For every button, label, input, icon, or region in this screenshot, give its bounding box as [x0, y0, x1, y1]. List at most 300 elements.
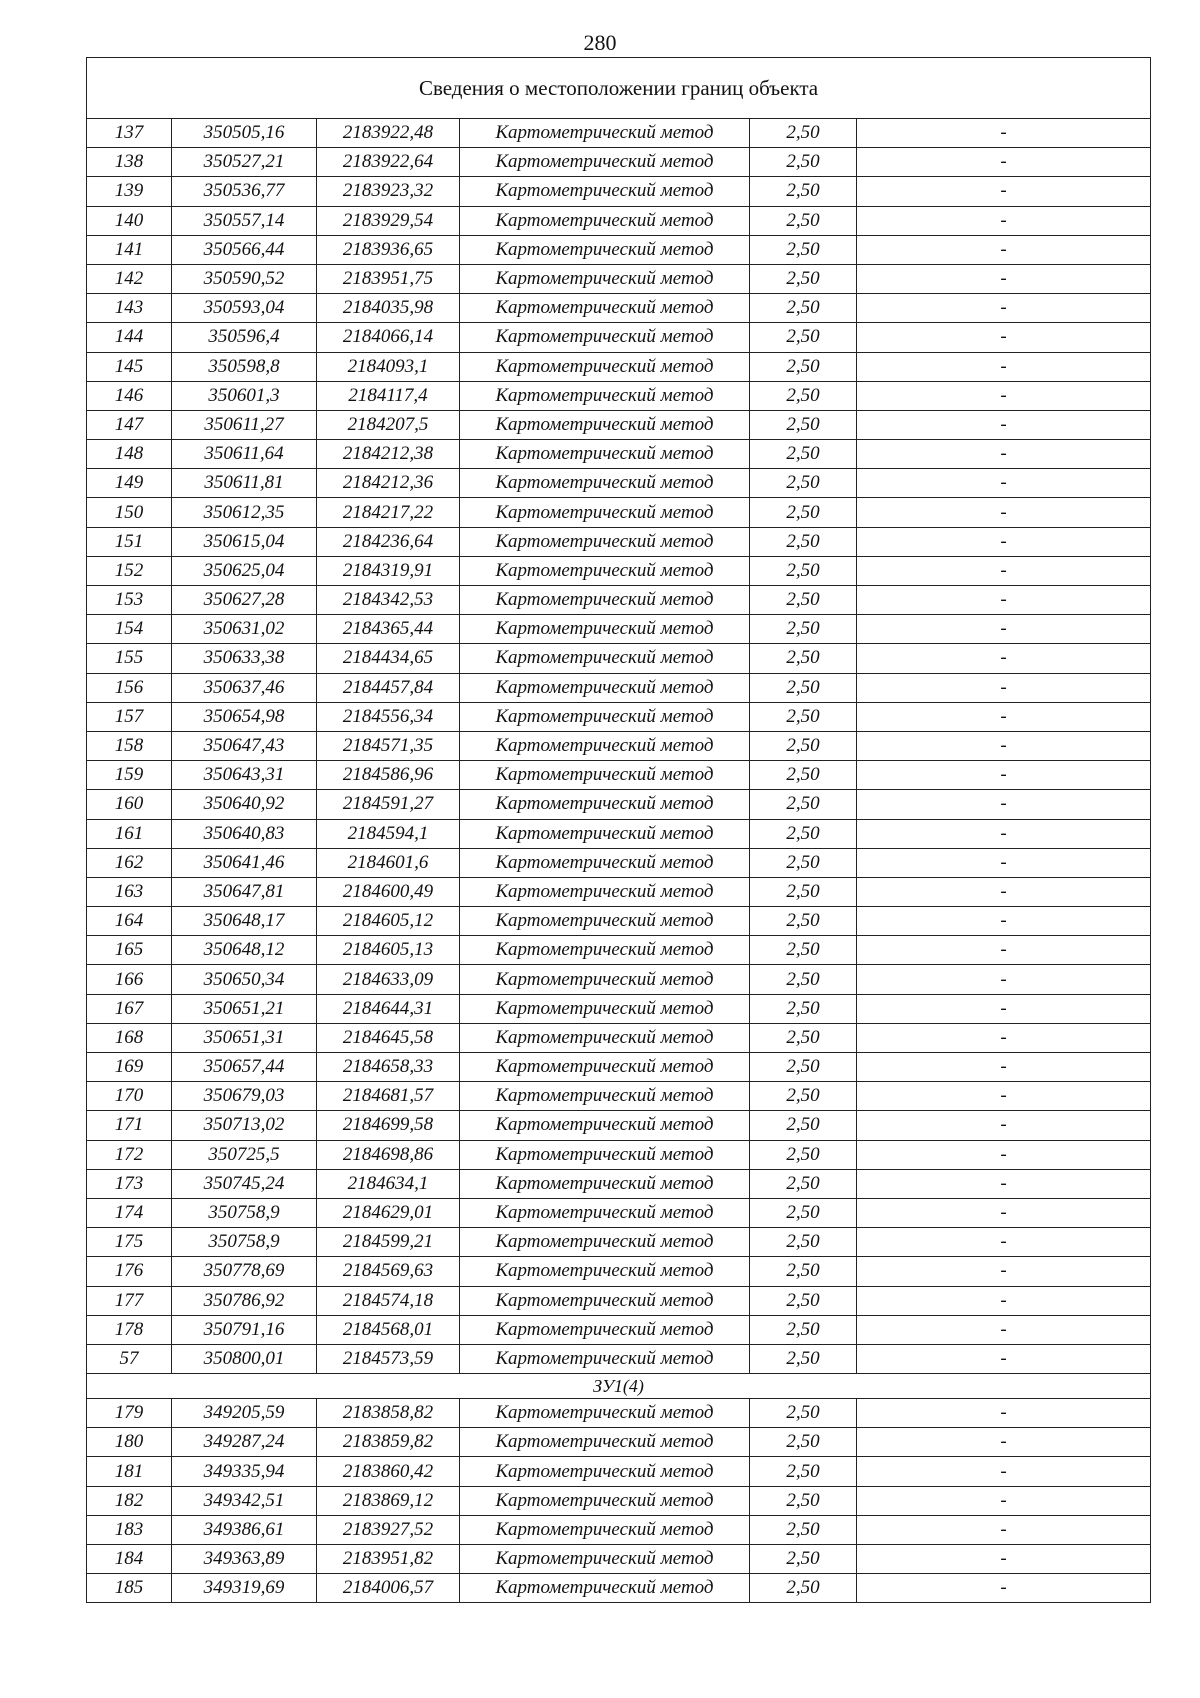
accuracy-cell: 2,50 — [750, 1053, 857, 1082]
description-cell: - — [857, 381, 1151, 410]
table-row — [87, 877, 1151, 906]
point-number-cell: 151 — [87, 527, 172, 556]
accuracy-cell: 2,50 — [750, 177, 857, 206]
method-cell: Картометрический метод — [460, 994, 750, 1023]
y-coordinate-cell: 2183860,42 — [317, 1457, 460, 1486]
x-coordinate-cell: 350633,38 — [172, 644, 317, 673]
table-row — [87, 1169, 1151, 1198]
description-cell: - — [857, 1023, 1151, 1052]
x-coordinate-cell: 350640,83 — [172, 819, 317, 848]
x-coordinate-cell: 350643,31 — [172, 761, 317, 790]
accuracy-cell: 2,50 — [750, 1515, 857, 1544]
y-coordinate-cell: 2184699,58 — [317, 1111, 460, 1140]
table-row — [87, 994, 1151, 1023]
point-number-cell: 148 — [87, 440, 172, 469]
y-coordinate-cell: 2184600,49 — [317, 877, 460, 906]
point-number-cell: 137 — [87, 119, 172, 148]
point-number-cell: 159 — [87, 761, 172, 790]
table-row — [87, 119, 1151, 148]
accuracy-cell: 2,50 — [750, 498, 857, 527]
description-cell: - — [857, 1428, 1151, 1457]
y-coordinate-cell: 2184605,12 — [317, 907, 460, 936]
description-cell: - — [857, 527, 1151, 556]
boundary-coordinates-table — [86, 57, 1151, 1603]
point-number-cell: 167 — [87, 994, 172, 1023]
description-cell: - — [857, 1286, 1151, 1315]
method-cell: Картометрический метод — [460, 965, 750, 994]
table-row — [87, 1082, 1151, 1111]
y-coordinate-cell: 2184035,98 — [317, 294, 460, 323]
description-cell: - — [857, 119, 1151, 148]
point-number-cell: 164 — [87, 907, 172, 936]
x-coordinate-cell: 350505,16 — [172, 119, 317, 148]
method-cell: Картометрический метод — [460, 673, 750, 702]
description-cell: - — [857, 556, 1151, 585]
point-number-cell: 150 — [87, 498, 172, 527]
method-cell: Картометрический метод — [460, 1344, 750, 1373]
x-coordinate-cell: 350611,81 — [172, 469, 317, 498]
x-coordinate-cell: 350601,3 — [172, 381, 317, 410]
description-cell: - — [857, 731, 1151, 760]
description-cell: - — [857, 235, 1151, 264]
method-cell: Картометрический метод — [460, 1545, 750, 1574]
accuracy-cell: 2,50 — [750, 352, 857, 381]
x-coordinate-cell: 350631,02 — [172, 615, 317, 644]
point-number-cell: 147 — [87, 410, 172, 439]
point-number-cell: 169 — [87, 1053, 172, 1082]
method-cell: Картометрический метод — [460, 206, 750, 235]
table-row — [87, 1228, 1151, 1257]
x-coordinate-cell: 349287,24 — [172, 1428, 317, 1457]
y-coordinate-cell: 2184601,6 — [317, 848, 460, 877]
y-coordinate-cell: 2184093,1 — [317, 352, 460, 381]
x-coordinate-cell: 350611,64 — [172, 440, 317, 469]
point-number-cell: 138 — [87, 148, 172, 177]
method-cell: Картометрический метод — [460, 527, 750, 556]
y-coordinate-cell: 2184591,27 — [317, 790, 460, 819]
table-row — [87, 527, 1151, 556]
table-title: Сведения о местоположении границ объекта — [87, 58, 1151, 119]
method-cell: Картометрический метод — [460, 148, 750, 177]
point-number-cell: 141 — [87, 235, 172, 264]
accuracy-cell: 2,50 — [750, 761, 857, 790]
accuracy-cell: 2,50 — [750, 381, 857, 410]
method-cell: Картометрический метод — [460, 936, 750, 965]
y-coordinate-cell: 2184658,33 — [317, 1053, 460, 1082]
table-row — [87, 731, 1151, 760]
table-row — [87, 1111, 1151, 1140]
description-cell: - — [857, 936, 1151, 965]
method-cell: Картометрический метод — [460, 1023, 750, 1052]
table-row — [87, 1486, 1151, 1515]
x-coordinate-cell: 350758,9 — [172, 1198, 317, 1227]
y-coordinate-cell: 2183859,82 — [317, 1428, 460, 1457]
table-row — [87, 206, 1151, 235]
table-row — [87, 1315, 1151, 1344]
accuracy-cell: 2,50 — [750, 410, 857, 439]
point-number-cell: 57 — [87, 1344, 172, 1373]
table-row — [87, 323, 1151, 352]
table-row — [87, 381, 1151, 410]
method-cell: Картометрический метод — [460, 1574, 750, 1603]
y-coordinate-cell: 2183922,64 — [317, 148, 460, 177]
method-cell: Картометрический метод — [460, 323, 750, 352]
accuracy-cell: 2,50 — [750, 1344, 857, 1373]
accuracy-cell: 2,50 — [750, 264, 857, 293]
y-coordinate-cell: 2184212,38 — [317, 440, 460, 469]
table-header-row — [87, 58, 1151, 119]
accuracy-cell: 2,50 — [750, 1399, 857, 1428]
x-coordinate-cell: 350590,52 — [172, 264, 317, 293]
method-cell: Картометрический метод — [460, 1257, 750, 1286]
point-number-cell: 185 — [87, 1574, 172, 1603]
method-cell: Картометрический метод — [460, 1457, 750, 1486]
x-coordinate-cell: 350657,44 — [172, 1053, 317, 1082]
accuracy-cell: 2,50 — [750, 702, 857, 731]
method-cell: Картометрический метод — [460, 907, 750, 936]
table-row — [87, 440, 1151, 469]
accuracy-cell: 2,50 — [750, 556, 857, 585]
section-label: ЗУ1(4) — [87, 1374, 1151, 1399]
table-row — [87, 1428, 1151, 1457]
description-cell: - — [857, 1228, 1151, 1257]
accuracy-cell: 2,50 — [750, 936, 857, 965]
y-coordinate-cell: 2184634,1 — [317, 1169, 460, 1198]
point-number-cell: 165 — [87, 936, 172, 965]
table-row — [87, 1198, 1151, 1227]
point-number-cell: 143 — [87, 294, 172, 323]
description-cell: - — [857, 586, 1151, 615]
x-coordinate-cell: 350593,04 — [172, 294, 317, 323]
method-cell: Картометрический метод — [460, 1053, 750, 1082]
y-coordinate-cell: 2183923,32 — [317, 177, 460, 206]
point-number-cell: 182 — [87, 1486, 172, 1515]
point-number-cell: 179 — [87, 1399, 172, 1428]
accuracy-cell: 2,50 — [750, 1286, 857, 1315]
x-coordinate-cell: 349363,89 — [172, 1545, 317, 1574]
accuracy-cell: 2,50 — [750, 673, 857, 702]
y-coordinate-cell: 2183922,48 — [317, 119, 460, 148]
point-number-cell: 176 — [87, 1257, 172, 1286]
point-number-cell: 168 — [87, 1023, 172, 1052]
point-number-cell: 184 — [87, 1545, 172, 1574]
y-coordinate-cell: 2184212,36 — [317, 469, 460, 498]
x-coordinate-cell: 349335,94 — [172, 1457, 317, 1486]
method-cell: Картометрический метод — [460, 615, 750, 644]
x-coordinate-cell: 350778,69 — [172, 1257, 317, 1286]
y-coordinate-cell: 2184207,5 — [317, 410, 460, 439]
y-coordinate-cell: 2184629,01 — [317, 1198, 460, 1227]
description-cell: - — [857, 673, 1151, 702]
point-number-cell: 145 — [87, 352, 172, 381]
accuracy-cell: 2,50 — [750, 323, 857, 352]
accuracy-cell: 2,50 — [750, 1457, 857, 1486]
accuracy-cell: 2,50 — [750, 1023, 857, 1052]
method-cell: Картометрический метод — [460, 119, 750, 148]
y-coordinate-cell: 2184633,09 — [317, 965, 460, 994]
accuracy-cell: 2,50 — [750, 527, 857, 556]
table-row — [87, 294, 1151, 323]
section-row — [87, 1374, 1151, 1399]
y-coordinate-cell: 2184698,86 — [317, 1140, 460, 1169]
description-cell: - — [857, 994, 1151, 1023]
description-cell: - — [857, 1198, 1151, 1227]
description-cell: - — [857, 877, 1151, 906]
description-cell: - — [857, 1315, 1151, 1344]
point-number-cell: 158 — [87, 731, 172, 760]
accuracy-cell: 2,50 — [750, 907, 857, 936]
y-coordinate-cell: 2184117,4 — [317, 381, 460, 410]
accuracy-cell: 2,50 — [750, 1140, 857, 1169]
y-coordinate-cell: 2183951,75 — [317, 264, 460, 293]
accuracy-cell: 2,50 — [750, 1428, 857, 1457]
y-coordinate-cell: 2183869,12 — [317, 1486, 460, 1515]
method-cell: Картометрический метод — [460, 644, 750, 673]
x-coordinate-cell: 349386,61 — [172, 1515, 317, 1544]
point-number-cell: 173 — [87, 1169, 172, 1198]
accuracy-cell: 2,50 — [750, 148, 857, 177]
description-cell: - — [857, 264, 1151, 293]
point-number-cell: 160 — [87, 790, 172, 819]
table-row — [87, 498, 1151, 527]
accuracy-cell: 2,50 — [750, 819, 857, 848]
point-number-cell: 162 — [87, 848, 172, 877]
boundary-table-container — [86, 57, 1150, 1603]
y-coordinate-cell: 2184457,84 — [317, 673, 460, 702]
point-number-cell: 142 — [87, 264, 172, 293]
table-row — [87, 1023, 1151, 1052]
x-coordinate-cell: 350612,35 — [172, 498, 317, 527]
x-coordinate-cell: 350527,21 — [172, 148, 317, 177]
method-cell: Картометрический метод — [460, 352, 750, 381]
x-coordinate-cell: 350745,24 — [172, 1169, 317, 1198]
description-cell: - — [857, 615, 1151, 644]
description-cell: - — [857, 1545, 1151, 1574]
point-number-cell: 149 — [87, 469, 172, 498]
x-coordinate-cell: 349342,51 — [172, 1486, 317, 1515]
description-cell: - — [857, 1111, 1151, 1140]
accuracy-cell: 2,50 — [750, 615, 857, 644]
point-number-cell: 155 — [87, 644, 172, 673]
x-coordinate-cell: 350637,46 — [172, 673, 317, 702]
method-cell: Картометрический метод — [460, 498, 750, 527]
table-row — [87, 235, 1151, 264]
accuracy-cell: 2,50 — [750, 965, 857, 994]
description-cell: - — [857, 1515, 1151, 1544]
accuracy-cell: 2,50 — [750, 206, 857, 235]
accuracy-cell: 2,50 — [750, 848, 857, 877]
accuracy-cell: 2,50 — [750, 1169, 857, 1198]
table-row — [87, 1399, 1151, 1428]
x-coordinate-cell: 350758,9 — [172, 1228, 317, 1257]
x-coordinate-cell: 350557,14 — [172, 206, 317, 235]
y-coordinate-cell: 2184599,21 — [317, 1228, 460, 1257]
description-cell: - — [857, 644, 1151, 673]
description-cell: - — [857, 761, 1151, 790]
accuracy-cell: 2,50 — [750, 644, 857, 673]
table-row — [87, 1140, 1151, 1169]
point-number-cell: 166 — [87, 965, 172, 994]
y-coordinate-cell: 2184556,34 — [317, 702, 460, 731]
point-number-cell: 171 — [87, 1111, 172, 1140]
accuracy-cell: 2,50 — [750, 1315, 857, 1344]
description-cell: - — [857, 206, 1151, 235]
method-cell: Картометрический метод — [460, 294, 750, 323]
method-cell: Картометрический метод — [460, 556, 750, 585]
y-coordinate-cell: 2184586,96 — [317, 761, 460, 790]
y-coordinate-cell: 2184605,13 — [317, 936, 460, 965]
x-coordinate-cell: 350648,17 — [172, 907, 317, 936]
method-cell: Картометрический метод — [460, 1486, 750, 1515]
point-number-cell: 139 — [87, 177, 172, 206]
y-coordinate-cell: 2184365,44 — [317, 615, 460, 644]
accuracy-cell: 2,50 — [750, 790, 857, 819]
page-number: 280 — [583, 30, 617, 55]
method-cell: Картометрический метод — [460, 877, 750, 906]
accuracy-cell: 2,50 — [750, 1111, 857, 1140]
accuracy-cell: 2,50 — [750, 294, 857, 323]
description-cell: - — [857, 177, 1151, 206]
point-number-cell: 161 — [87, 819, 172, 848]
y-coordinate-cell: 2183951,82 — [317, 1545, 460, 1574]
table-row — [87, 819, 1151, 848]
description-cell: - — [857, 1140, 1151, 1169]
method-cell: Картометрический метод — [460, 410, 750, 439]
description-cell: - — [857, 702, 1151, 731]
y-coordinate-cell: 2184217,22 — [317, 498, 460, 527]
y-coordinate-cell: 2184573,59 — [317, 1344, 460, 1373]
x-coordinate-cell: 350627,28 — [172, 586, 317, 615]
accuracy-cell: 2,50 — [750, 1257, 857, 1286]
table-row — [87, 1344, 1151, 1373]
y-coordinate-cell: 2184236,64 — [317, 527, 460, 556]
x-coordinate-cell: 350615,04 — [172, 527, 317, 556]
x-coordinate-cell: 350611,27 — [172, 410, 317, 439]
description-cell: - — [857, 498, 1151, 527]
table-row — [87, 1545, 1151, 1574]
table-row — [87, 177, 1151, 206]
y-coordinate-cell: 2183927,52 — [317, 1515, 460, 1544]
x-coordinate-cell: 349205,59 — [172, 1399, 317, 1428]
description-cell: - — [857, 323, 1151, 352]
method-cell: Картометрический метод — [460, 1111, 750, 1140]
method-cell: Картометрический метод — [460, 1399, 750, 1428]
x-coordinate-cell: 350679,03 — [172, 1082, 317, 1111]
table-row — [87, 1574, 1151, 1603]
method-cell: Картометрический метод — [460, 469, 750, 498]
table-row — [87, 1515, 1151, 1544]
method-cell: Картометрический метод — [460, 848, 750, 877]
accuracy-cell: 2,50 — [750, 1545, 857, 1574]
method-cell: Картометрический метод — [460, 1315, 750, 1344]
point-number-cell: 144 — [87, 323, 172, 352]
y-coordinate-cell: 2184319,91 — [317, 556, 460, 585]
point-number-cell: 153 — [87, 586, 172, 615]
description-cell: - — [857, 848, 1151, 877]
table-row — [87, 148, 1151, 177]
x-coordinate-cell: 350640,92 — [172, 790, 317, 819]
x-coordinate-cell: 350625,04 — [172, 556, 317, 585]
y-coordinate-cell: 2184645,58 — [317, 1023, 460, 1052]
description-cell: - — [857, 965, 1151, 994]
y-coordinate-cell: 2184342,53 — [317, 586, 460, 615]
method-cell: Картометрический метод — [460, 819, 750, 848]
x-coordinate-cell: 350647,81 — [172, 877, 317, 906]
table-row — [87, 644, 1151, 673]
table-row — [87, 586, 1151, 615]
table-row — [87, 848, 1151, 877]
method-cell: Картометрический метод — [460, 586, 750, 615]
method-cell: Картометрический метод — [460, 731, 750, 760]
accuracy-cell: 2,50 — [750, 1198, 857, 1227]
x-coordinate-cell: 350650,34 — [172, 965, 317, 994]
description-cell: - — [857, 148, 1151, 177]
x-coordinate-cell: 350598,8 — [172, 352, 317, 381]
accuracy-cell: 2,50 — [750, 440, 857, 469]
point-number-cell: 152 — [87, 556, 172, 585]
description-cell: - — [857, 352, 1151, 381]
description-cell: - — [857, 1082, 1151, 1111]
table-row — [87, 1257, 1151, 1286]
description-cell: - — [857, 1169, 1151, 1198]
method-cell: Картометрический метод — [460, 1228, 750, 1257]
point-number-cell: 170 — [87, 1082, 172, 1111]
table-row — [87, 702, 1151, 731]
point-number-cell: 181 — [87, 1457, 172, 1486]
point-number-cell: 154 — [87, 615, 172, 644]
accuracy-cell: 2,50 — [750, 731, 857, 760]
x-coordinate-cell: 349319,69 — [172, 1574, 317, 1603]
y-coordinate-cell: 2183929,54 — [317, 206, 460, 235]
x-coordinate-cell: 350596,4 — [172, 323, 317, 352]
accuracy-cell: 2,50 — [750, 994, 857, 1023]
y-coordinate-cell: 2184568,01 — [317, 1315, 460, 1344]
table-row — [87, 469, 1151, 498]
table-row — [87, 790, 1151, 819]
accuracy-cell: 2,50 — [750, 1486, 857, 1515]
x-coordinate-cell: 350641,46 — [172, 848, 317, 877]
description-cell: - — [857, 410, 1151, 439]
point-number-cell: 156 — [87, 673, 172, 702]
method-cell: Картометрический метод — [460, 264, 750, 293]
point-number-cell: 172 — [87, 1140, 172, 1169]
y-coordinate-cell: 2184644,31 — [317, 994, 460, 1023]
table-row — [87, 410, 1151, 439]
accuracy-cell: 2,50 — [750, 469, 857, 498]
x-coordinate-cell: 350651,21 — [172, 994, 317, 1023]
description-cell: - — [857, 1399, 1151, 1428]
method-cell: Картометрический метод — [460, 1428, 750, 1457]
description-cell: - — [857, 294, 1151, 323]
accuracy-cell: 2,50 — [750, 1574, 857, 1603]
table-row — [87, 556, 1151, 585]
accuracy-cell: 2,50 — [750, 235, 857, 264]
point-number-cell: 146 — [87, 381, 172, 410]
table-row — [87, 761, 1151, 790]
y-coordinate-cell: 2184574,18 — [317, 1286, 460, 1315]
method-cell: Картометрический метод — [460, 235, 750, 264]
x-coordinate-cell: 350786,92 — [172, 1286, 317, 1315]
x-coordinate-cell: 350713,02 — [172, 1111, 317, 1140]
table-row — [87, 965, 1151, 994]
y-coordinate-cell: 2184569,63 — [317, 1257, 460, 1286]
description-cell: - — [857, 1457, 1151, 1486]
description-cell: - — [857, 440, 1151, 469]
y-coordinate-cell: 2183858,82 — [317, 1399, 460, 1428]
description-cell: - — [857, 819, 1151, 848]
x-coordinate-cell: 350566,44 — [172, 235, 317, 264]
x-coordinate-cell: 350791,16 — [172, 1315, 317, 1344]
